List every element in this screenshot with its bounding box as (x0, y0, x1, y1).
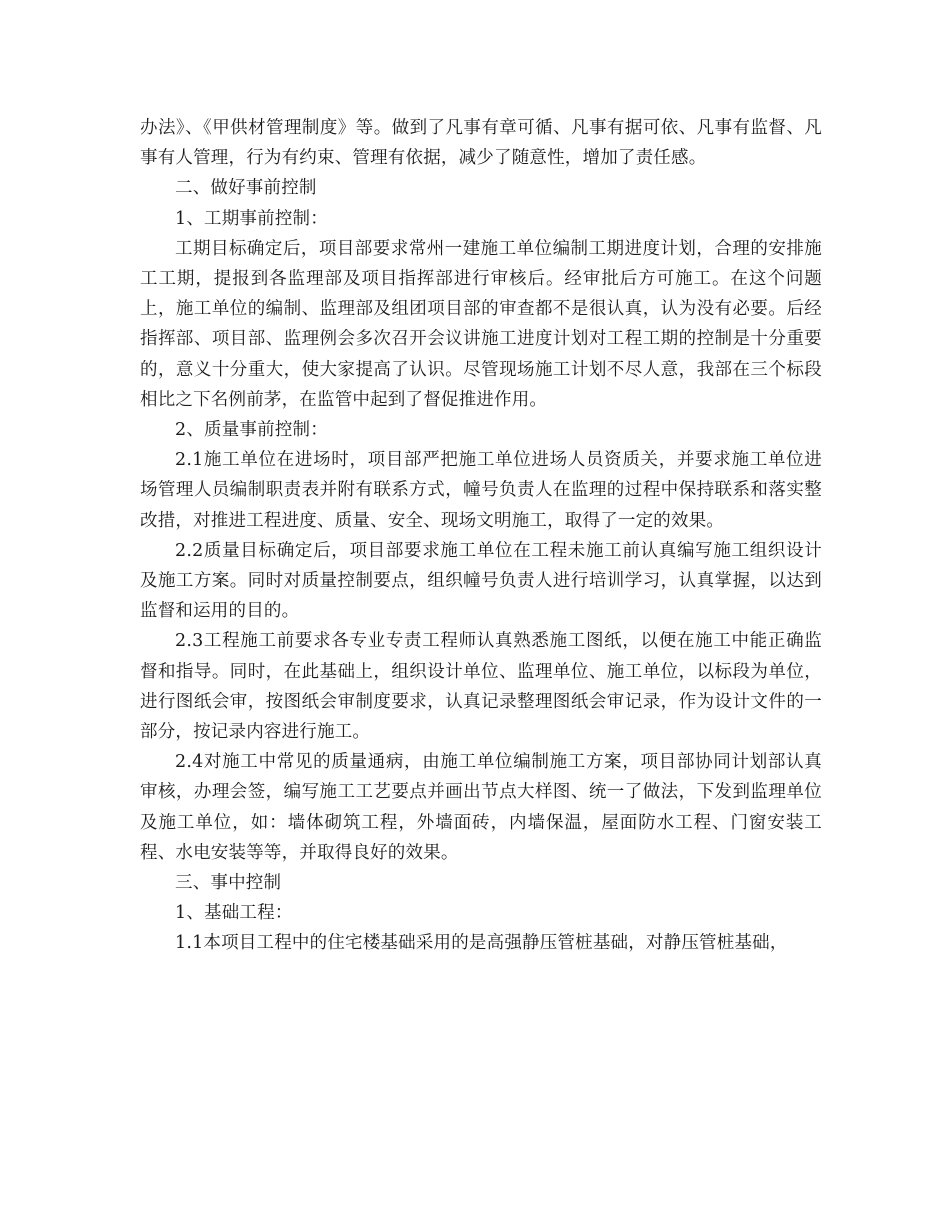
subsection-heading-quality: 2、质量事前控制： (175, 420, 328, 441)
section-heading-2: 二、做好事前控制 (175, 178, 317, 199)
section-heading-3: 三、事中控制 (175, 873, 282, 894)
paragraph-1-1: 1.1本项目工程中的住宅楼基础采用的是高强静压管桩基础，对静压管桩基础， (175, 933, 788, 954)
subsection-heading-schedule: 1、工期事前控制： (175, 208, 328, 229)
paragraph-schedule: 工期目标确定后，项目部要求常州一建施工单位编制工期进度计划，合理的安排施工工期，提报到各监理部及项目指挥部进行审核后。经审批后方可施工。在这个问题上，施工单位的编制、监理部及组团项目部的审查都不是很认真，认为没有必要。后经指挥部、项目部、监理例会多次召开会议讲施工进度计划对工程工期的控制是十分重要的，意义十分重大，使大家提高了认识。尽管现场施工计划不尽人意，我部在三个标段相比之下名例前茅，在监管中起到了督促推进作用。 (140, 238, 822, 410)
subsection-heading-foundation: 1、基础工程： (175, 903, 293, 924)
paragraph-2-3: 2.3工程施工前要求各专业专责工程师认真熟悉施工图纸，以便在施工中能正确监督和指导。同时，在此基础上，组织设计单位、监理单位、施工单位，以标段为单位，进行图纸会审，按图纸会审制度要求，认真记录整理图纸会审记录，作为设计文件的一部分，按记录内容进行施工。 (140, 631, 822, 743)
paragraph-2-4: 2.4对施工中常见的质量通病，由施工单位编制施工方案，项目部协同计划部认真审核，办理会签，编写施工工艺要点并画出节点大样图、统一了做法，下发到监理单位及施工单位，如：墙体砌筑工程，外墙面砖，内墙保温，屋面防水工程、门窗安装工程、水电安装等等，并取得良好的效果。 (140, 752, 822, 863)
paragraph-2-1: 2.1施工单位在进场时，项目部严把施工单位进场人员资质关，并要求施工单位进场管理人员编制职责表并附有联系方式，幢号负责人在监理的过程中保持联系和落实整改措，对推进工程进度、质量、安全、现场文明施工，取得了一定的效果。 (140, 450, 822, 531)
document-body (140, 113, 822, 959)
paragraph-2-2: 2.2质量目标确定后，项目部要求施工单位在工程未施工前认真编写施工组织设计及施工方案。同时对质量控制要点，组织幢号负责人进行培训学习，认真掌握，以达到监督和运用的目的。 (140, 540, 822, 622)
paragraph-continuation: 办法》、《甲供材管理制度》等。做到了凡事有章可循、凡事有据可依、凡事有监督、凡事有人管理，行为有约束、管理有依据，减少了随意性，增加了责任感。 (140, 118, 822, 169)
